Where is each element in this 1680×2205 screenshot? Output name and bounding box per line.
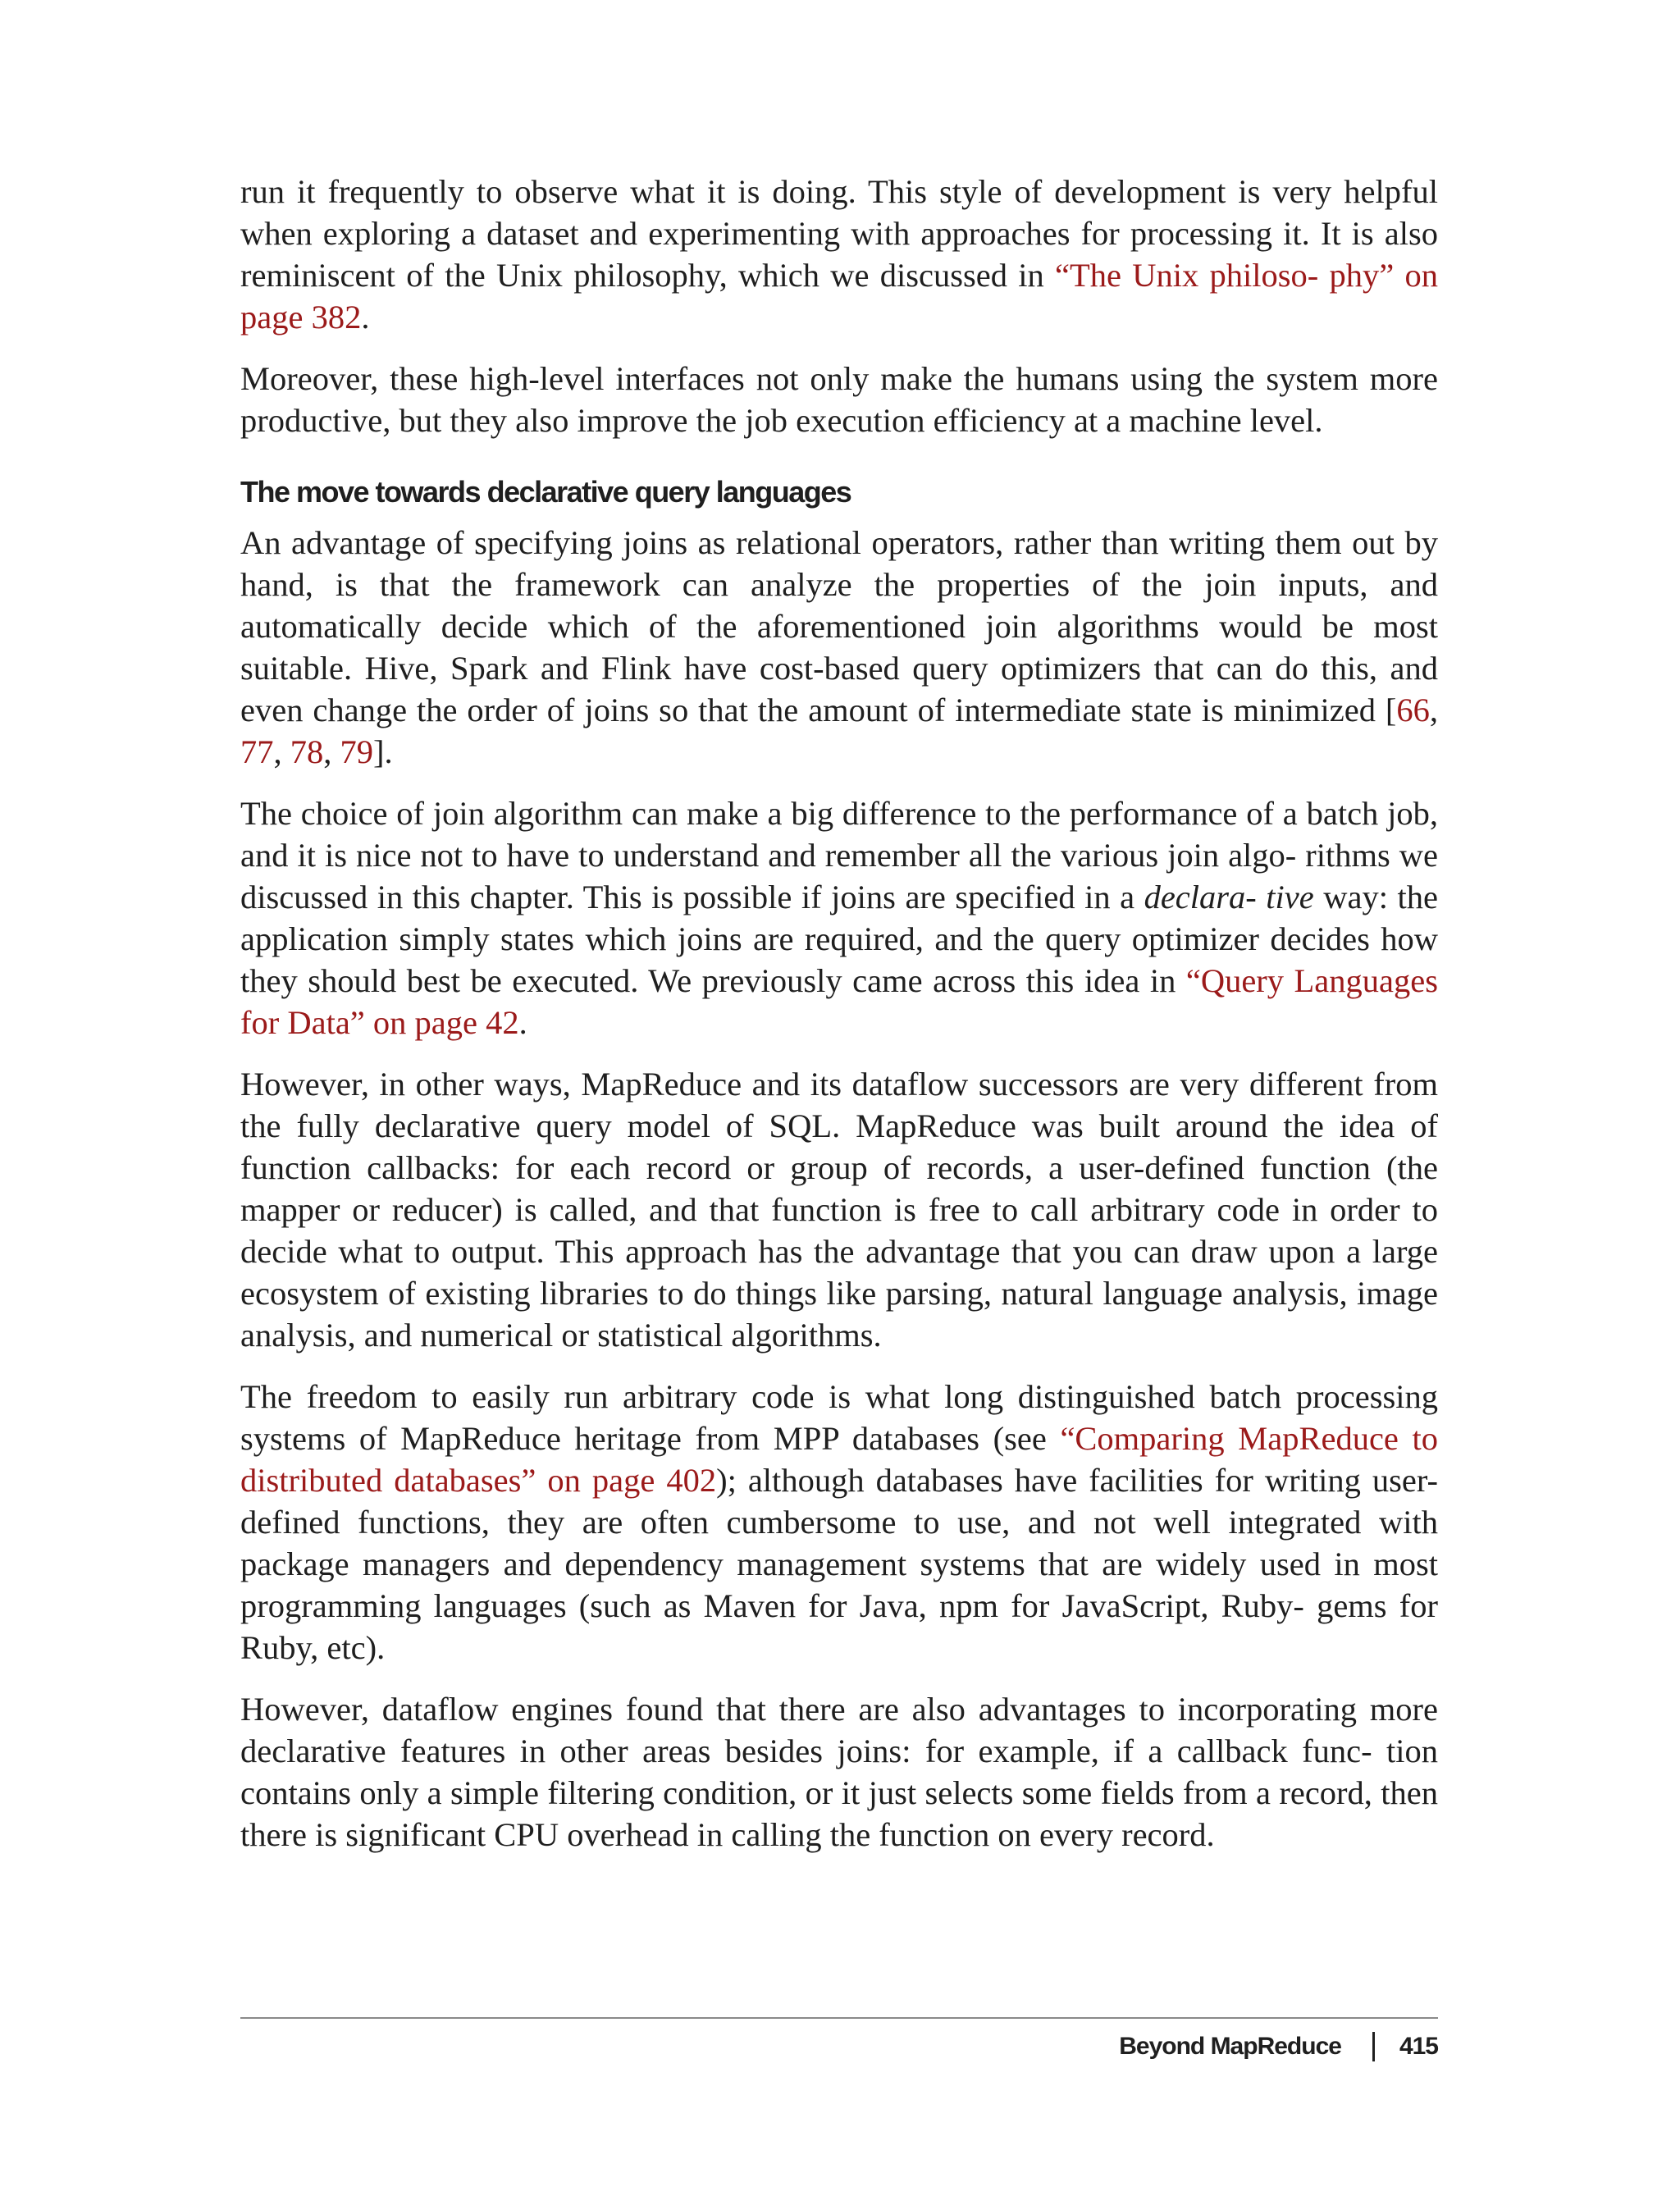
citation-separator: , (273, 733, 290, 770)
page-footer (1119, 2030, 1438, 2063)
paragraph-text: ]. (373, 733, 393, 770)
citation-link[interactable]: 77 (240, 733, 274, 770)
paragraph (240, 792, 1438, 1043)
section-heading: The move towards declarative query languages (240, 475, 851, 509)
citation-link[interactable]: 79 (340, 733, 373, 770)
paragraph-text: The freedom to easily run arbitrary code is what long distinguished batch processing systems of MapReduce heritage from MPP databases (see (240, 1378, 1438, 1457)
paragraph (240, 171, 1438, 338)
paragraph-text: An advantage of specifying joins as relational operators, rather than writing them out by hand, is that the framework can analyze the properties of the join inputs, and automatically decide which of the aforementioned join algorithms would be most suitable. Hive, Spark and Flink have cost-based query optimizers that can do this, and even change the order of joins so that the amount of intermediate state is minimized [ (240, 524, 1438, 728)
paragraph (240, 522, 1438, 773)
paragraph-text: . (361, 299, 370, 336)
paragraph-text: . (518, 1004, 527, 1041)
citation-link[interactable]: 78 (290, 733, 324, 770)
paragraph (240, 1063, 1438, 1356)
paragraph (240, 1688, 1438, 1856)
citation-separator: , (323, 733, 340, 770)
cross-reference-link[interactable]: “The Unix philoso- phy” on page 382 (240, 257, 1438, 336)
body-text (240, 171, 1438, 1875)
footer-divider (240, 2017, 1438, 2019)
paragraph-text: way: the application simply states which joins are required, and the query optimizer decides how they should best be executed. We previously came across this idea in (240, 879, 1438, 999)
citation-separator: , (1429, 692, 1438, 728)
paragraph-text: ); although databases have facilities for writing user-defined functions, they are often cumbersome to use, and not well integrated with package managers and dependency management systems that are widely used in most programming languages (such as Maven for Java, npm for JavaScript, Ruby- gems for Ruby, etc). (240, 1462, 1438, 1666)
paragraph-text: Moreover, these high-level interfaces not only make the humans using the system more productive, but they also improve the job execution efficiency at a machine level. (240, 360, 1438, 439)
paragraph-text: run it frequently to observe what it is doing. This style of development is very helpful when exploring a dataset and experimenting with approaches for processing it. It is also reminiscent of the Unix philosophy, which we discussed in (240, 173, 1438, 294)
running-footer-title: Beyond MapReduce (1119, 2033, 1341, 2060)
paragraph-text: However, in other ways, MapReduce and its dataflow successors are very different from the fully declarative query model of SQL. MapReduce was built around the idea of function callbacks: for each record or group of records, a user-defined function (the mapper or reducer) is called, and that function is free to call arbitrary code in order to decide what to output. This approach has the advantage that you can draw upon a large ecosystem of existing libraries to do things like parsing, natural language analysis, image analysis, and numerical or statistical algorithms. (240, 1066, 1438, 1354)
page-number: 415 (1399, 2033, 1438, 2060)
paragraph (240, 358, 1438, 441)
citation-link[interactable]: 66 (1396, 692, 1430, 728)
paragraph (240, 1376, 1438, 1669)
paragraph-text: The choice of join algorithm can make a big difference to the performance of a batch job, and it is nice not to have to understand and remember all the various join algo- rithms we discussed in this chapter. This is possible if joins are specified in a (240, 795, 1438, 915)
footer-separator (1372, 2032, 1375, 2061)
emphasized-term: declara- tive (1144, 879, 1314, 915)
cross-reference-link[interactable]: “Comparing MapReduce to distributed databases” on page 402 (240, 1420, 1438, 1499)
paragraph-text: However, dataflow engines found that there are also advantages to incorporating more declarative features in other areas besides joins: for example, if a callback func- tion contains only a simple filtering condition, or it just selects some fields from a record, then there is significant CPU overhead in calling the function on every record. (240, 1691, 1438, 1853)
cross-reference-link[interactable]: “Query Languages for Data” on page 42 (240, 962, 1438, 1041)
